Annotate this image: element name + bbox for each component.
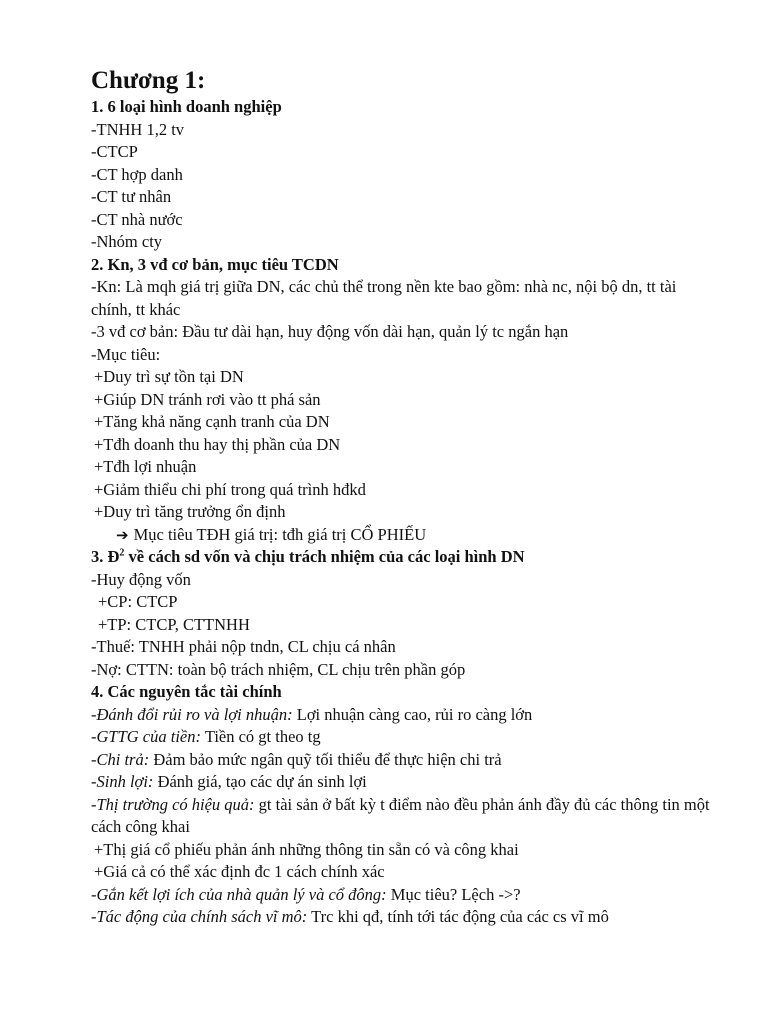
s4-principle [91, 906, 711, 929]
s3-heading-pre: 3. Đ [91, 547, 120, 566]
s4-principle-label: -Thị trường có hiệu quả: [91, 794, 255, 814]
s4-principle [91, 704, 711, 727]
s1-item: -Nhóm cty [91, 232, 163, 251]
section-2-heading: 2. Kn, 3 vđ cơ bản, mục tiêu TCDN [91, 254, 339, 274]
section-3-heading [91, 546, 711, 569]
s4-principle-label: -Sinh lợi: [91, 772, 154, 791]
s2-conclusion-text: Mục tiêu TĐH giá trị: tđh giá trị CỔ PHIẾU [133, 524, 427, 544]
s4-principle-text: Lợi nhuận càng cao, rủi ro càng lớn [292, 704, 533, 724]
s1-item: -TNHH 1,2 tv [91, 119, 185, 139]
s4-principle-text: Mục tiêu? Lệch ->? [386, 884, 521, 904]
s3-sub-item: +CP: CTCP [98, 592, 178, 611]
document-body [91, 96, 711, 929]
s4-principle-label: -Tác động của chính sách vĩ mô: [91, 907, 308, 926]
s3-capital: -Huy động vốn [91, 569, 191, 589]
s2-definition: -Kn: Là mqh giá trị giữa DN, các chủ thể trong nền kte bao gồm: nhà nc, nội bộ dn, tt tài chính, tt khác [91, 277, 677, 319]
s2-goal-item: +Giảm thiểu chi phí trong quá trình hđkd [94, 479, 366, 499]
s4-principle-text: Tiền có gt theo tg [201, 727, 321, 746]
s4-principle-label: -Chi trả: [91, 749, 150, 769]
s4-principle-text: Trc khi qđ, tính tới tác động của các cs vĩ mô [307, 907, 609, 926]
s3-sub-item: +TP: CTCP, CTTNHH [98, 614, 250, 634]
s4-principle [91, 884, 711, 907]
s4-principle-text: gt tài sản ở bất kỳ t điểm nào đều phản ánh đầy đủ các thông tin một cách công khai [91, 794, 710, 836]
right-arrow-icon: ➔ [116, 525, 129, 544]
s4-principle-text: Đánh giá, tạo các dự án sinh lợi [153, 772, 367, 791]
s2-basic-issues: -3 vđ cơ bản: Đầu tư dài hạn, huy động vốn dài hạn, quản lý tc ngắn hạn [91, 322, 569, 341]
s2-goal-item: +Giúp DN tránh rơi vào tt phá sản [94, 389, 321, 409]
s4-principle-text: Đảm bảo mức ngân quỹ tối thiểu để thực hiện chi trả [149, 749, 502, 769]
s4-principle-label: -Gắn kết lợi ích của nhà quản lý và cổ đông: [91, 884, 387, 904]
s1-item: -CT nhà nước [91, 209, 183, 229]
s2-goal-item: +Duy trì sự tồn tại DN [94, 367, 244, 386]
s4-principle-label: -GTTG của tiền: [91, 727, 201, 746]
s3-debt: -Nợ: CTTN: toàn bộ trách nhiệm, CL chịu trên phần góp [91, 659, 466, 679]
s3-heading-sup: 2 [119, 547, 125, 559]
s2-goal-label: -Mục tiêu: [91, 344, 161, 364]
s2-conclusion [91, 524, 711, 547]
section-4-heading: 4. Các nguyên tắc tài chính [91, 682, 282, 701]
s4-sub-item: +Thị giá cổ phiếu phản ánh những thông tin sẵn có và công khai [94, 839, 519, 859]
s2-goal-item: +Tăng khả năng cạnh tranh của DN [94, 412, 330, 431]
s4-principle-label: -Đánh đổi rủi ro và lợi nhuận: [91, 704, 293, 724]
s2-goal-item: +Duy trì tăng trưởng ổn định [94, 502, 286, 521]
s4-principle [91, 726, 711, 749]
s3-tax: -Thuế: TNHH phải nộp tndn, CL chịu cá nhân [91, 637, 396, 656]
s4-principle [91, 749, 711, 772]
s1-item: -CT tư nhân [91, 187, 172, 206]
chapter-title: Chương 1: [91, 67, 206, 94]
s2-goal-item: +Tđh lợi nhuận [94, 457, 197, 476]
s4-principle [91, 771, 711, 794]
section-1-heading: 1. 6 loại hình doanh nghiệp [91, 97, 282, 116]
s3-heading-post: về cách sd vốn và chịu trách nhiệm của các loại hình DN [124, 547, 525, 566]
s1-item: -CTCP [91, 142, 138, 161]
s4-sub-item: +Giá cả có thể xác định đc 1 cách chính xác [94, 862, 385, 881]
s2-goal-item: +Tđh doanh thu hay thị phần của DN [94, 434, 341, 454]
s1-item: -CT hợp danh [91, 164, 183, 184]
s4-principle [91, 794, 711, 839]
